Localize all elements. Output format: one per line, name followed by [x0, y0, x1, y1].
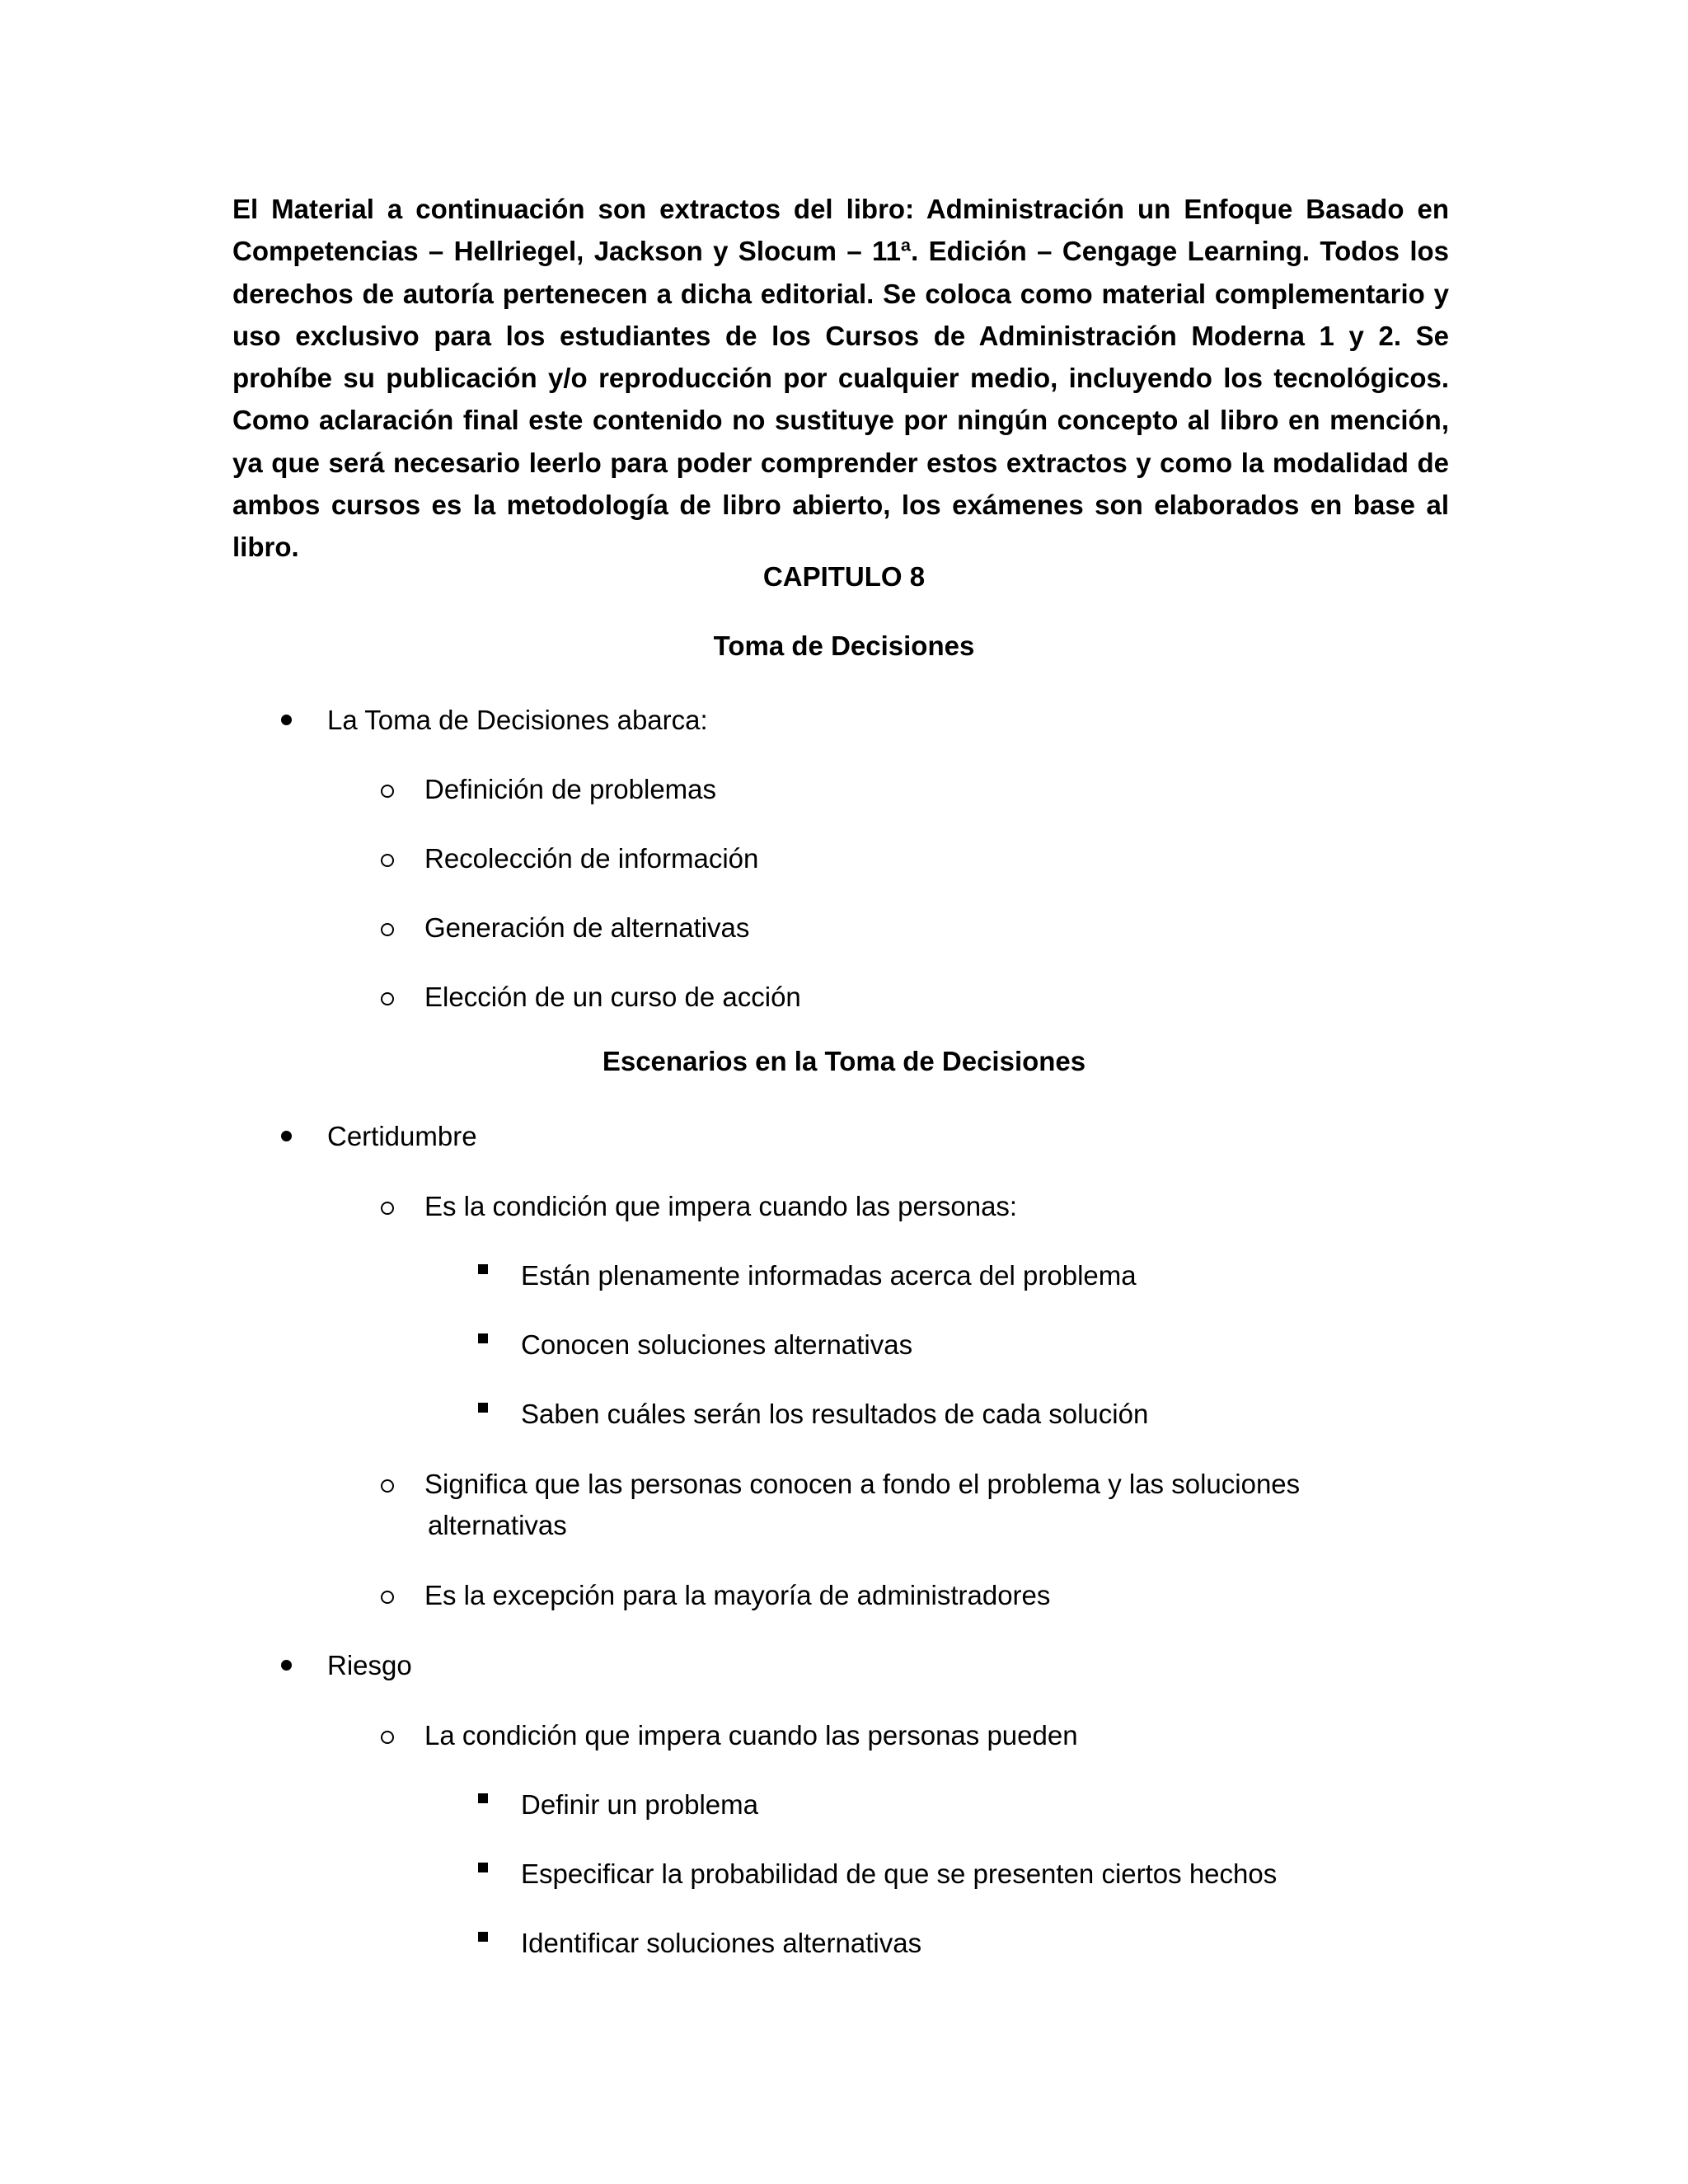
bullet-dot-icon: [281, 715, 292, 725]
circle-bullet-icon: [381, 785, 394, 798]
list-item: Recolección de información: [424, 843, 759, 874]
circle-bullet-icon: [381, 1202, 394, 1215]
list-item-continuation: alternativas: [428, 1510, 567, 1540]
list-item: Definición de problemas: [424, 774, 717, 804]
list-item-riesgo: Riesgo: [327, 1650, 412, 1680]
section-heading: Escenarios en la Toma de Decisiones: [602, 1046, 1086, 1076]
circle-bullet-icon: [381, 992, 394, 1005]
circle-bullet-icon: [381, 1479, 394, 1493]
list-item: Elección de un curso de acción: [424, 982, 801, 1012]
list-item: Es la condición que impera cuando las personas:: [424, 1191, 1018, 1221]
circle-bullet-icon: [381, 854, 394, 867]
list-item: Conocen soluciones alternativas: [521, 1329, 913, 1360]
square-bullet-icon: [478, 1403, 488, 1413]
list-item: Saben cuáles serán los resultados de cada solución: [521, 1399, 1149, 1429]
list-item: Es la excepción para la mayoría de administradores: [424, 1580, 1051, 1610]
list-item: Significa que las personas conocen a fondo el problema y las soluciones: [424, 1469, 1301, 1499]
intro-paragraph: El Material a continuación son extractos del libro: Administración un Enfoque Basado en Competencias – Hellriegel, Jackson y Slocum – 11ª. Edición – Cengage Learning. Todos los derechos de autoría pertenecen a dicha editorial. Se coloca como material complementario y uso exclusivo para los estudiantes de los Cursos de Administración Moderna 1 y 2. Se prohíbe su publicación y/o reproducción por cualquier medio, incluyendo los tecnológicos. Como aclaración final este contenido no sustituye por ningún concepto al libro en mención, ya que será necesario leerlo para poder comprender estos extractos y como la modalidad de ambos cursos es la metodología de libro abierto, los exámenes son elaborados en base al libro.: [232, 194, 1449, 563]
list-item: Definir un problema: [521, 1789, 758, 1820]
square-bullet-icon: [478, 1264, 488, 1274]
circle-bullet-icon: [381, 1731, 394, 1744]
square-bullet-icon: [478, 1932, 488, 1942]
square-bullet-icon: [478, 1863, 488, 1872]
list-item-bullet: La Toma de Decisiones abarca:: [327, 705, 708, 735]
bullet-dot-icon: [281, 1660, 292, 1671]
list-item: Especificar la probabilidad de que se presenten ciertos hechos: [521, 1858, 1278, 1889]
list-item: La condición que impera cuando las personas pueden: [424, 1720, 1078, 1750]
list-item: Identificar soluciones alternativas: [521, 1928, 922, 1958]
list-item: Están plenamente informadas acerca del problema: [521, 1260, 1137, 1291]
bullet-dot-icon: [281, 1131, 292, 1141]
circle-bullet-icon: [381, 1591, 394, 1604]
chapter-title: Toma de Decisiones: [713, 630, 975, 661]
square-bullet-icon: [478, 1333, 488, 1343]
circle-bullet-icon: [381, 923, 394, 936]
list-item: Generación de alternativas: [424, 912, 750, 943]
square-bullet-icon: [478, 1793, 488, 1803]
chapter-heading: CAPITULO 8: [762, 561, 926, 592]
list-item-certidumbre: Certidumbre: [327, 1121, 477, 1151]
